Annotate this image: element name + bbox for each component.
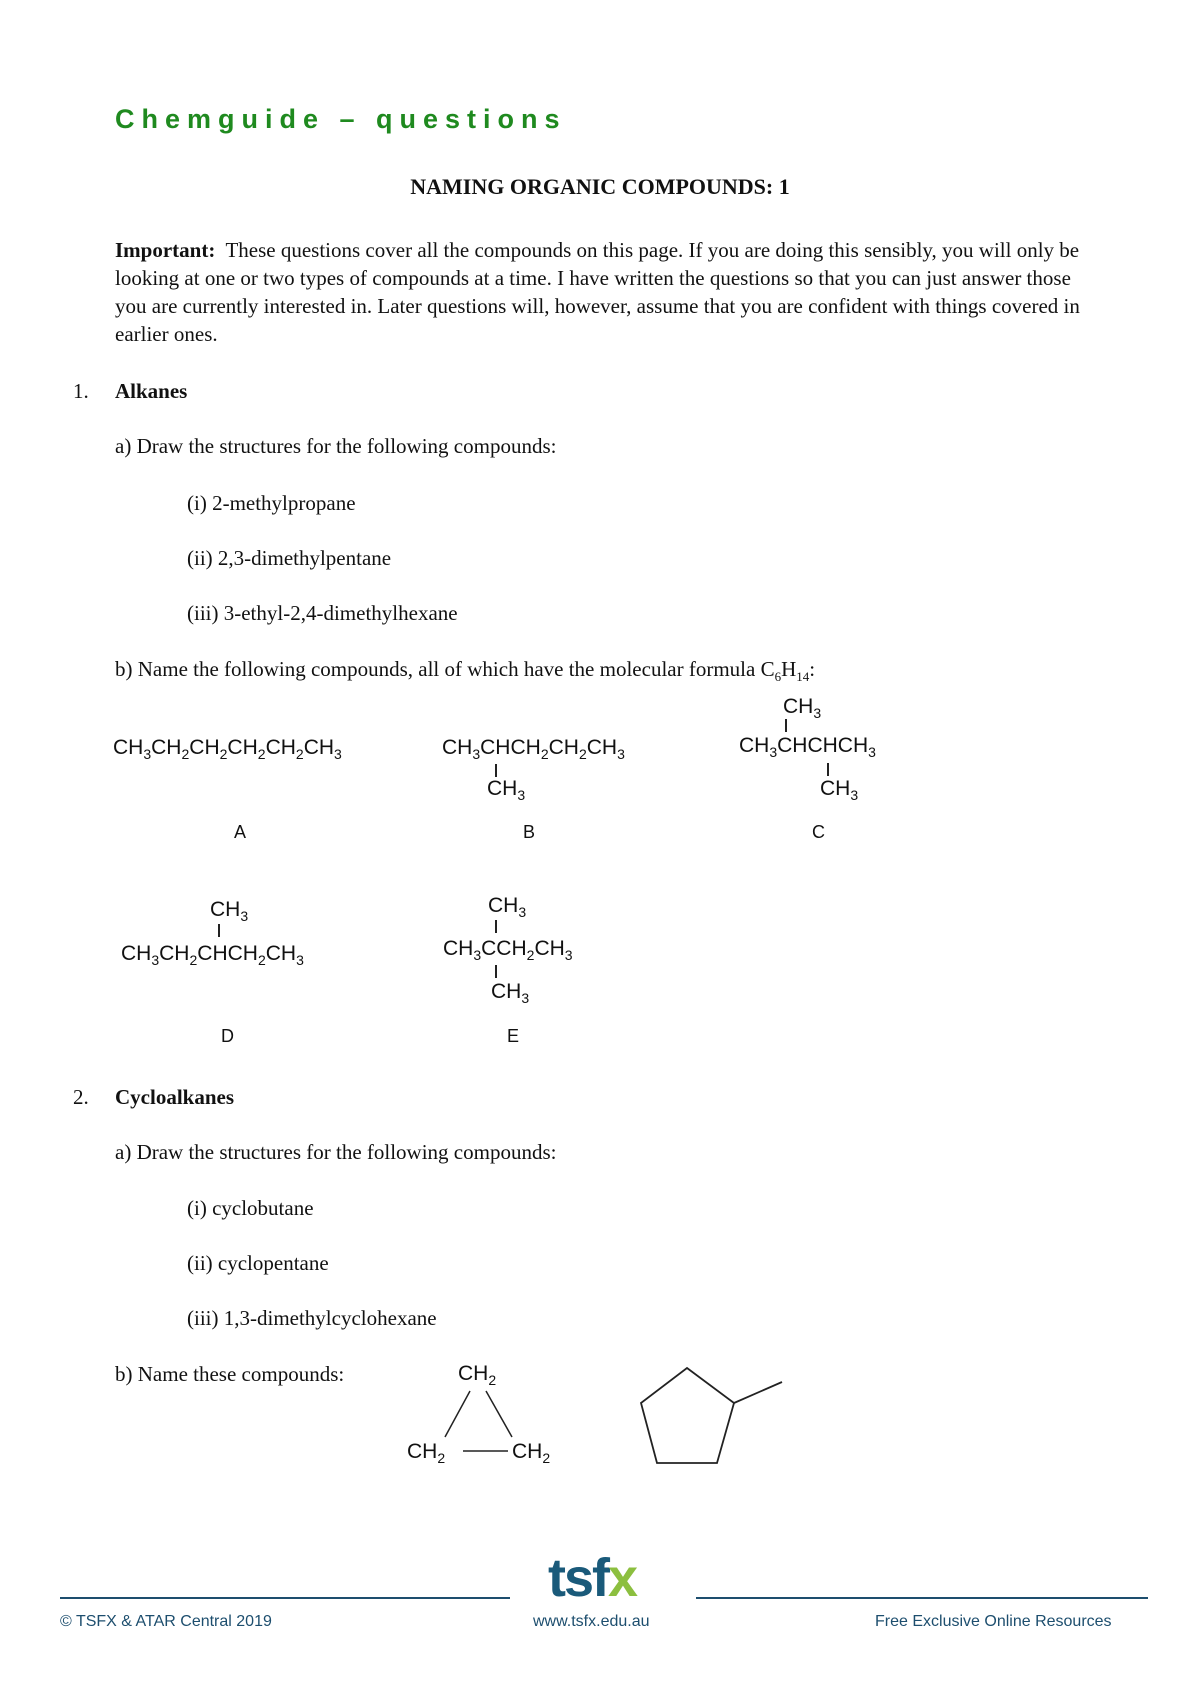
part-b-sub1: 6 (774, 669, 782, 685)
section1-item-3: (iii) 3-ethyl-2,4-dimethylhexane (187, 601, 458, 625)
structure-e-top-bond (495, 920, 497, 933)
section2-item-1: (i) cyclobutane (187, 1196, 314, 1220)
section1-part-b (115, 657, 815, 685)
section2-number: 2. (73, 1085, 89, 1109)
cyclopropane-bonds (420, 1385, 540, 1455)
structure-c-bottom-bond (827, 763, 829, 776)
structure-d-formula: $CH_3CH_2CHCH_2CH_3$ (121, 942, 304, 968)
section2-item-2: (ii) cyclopentane (187, 1251, 329, 1275)
structure-b-bond (495, 764, 497, 777)
brand-heading: Chemguide – questions (115, 104, 567, 134)
part-b-sub2: 14 (796, 669, 810, 685)
footer-rule-right (696, 1597, 1148, 1599)
structure-e-formula: $CH_3CCH_2CH_3$ (443, 937, 573, 963)
section1-item-1: (i) 2-methylpropane (187, 491, 356, 515)
structure-c-top-bond (785, 719, 787, 732)
intro-text: These questions cover all the compounds on this page. If you are doing this sensibly, you will only be looking at one or two types of compounds at a time. I have written the questions so that you can just answer those you are currently interested in. Later questions will, however, assume that you are confident with things covered in earlier ones. (115, 238, 1080, 346)
footer-url[interactable]: www.tsfx.edu.au (533, 1613, 650, 1630)
cyclopropane-right-ch2: $CH_2$ (512, 1440, 551, 1466)
structure-e-bottom-bond (495, 965, 497, 978)
structure-a-formula: $CH_3CH_2CH_2CH_2CH_2CH_3$ (113, 736, 342, 762)
structure-c-bottom-branch: $CH_3$ (820, 777, 859, 803)
structure-d-bond (218, 924, 220, 937)
structure-label-d: D (221, 1026, 234, 1046)
section2-item-3: (iii) 1,3-dimethylcyclohexane (187, 1306, 437, 1330)
part-b-suffix: : (809, 657, 816, 681)
structure-e-top-branch: $CH_3$ (488, 894, 527, 920)
section2-heading: Cycloalkanes (115, 1085, 235, 1109)
footer-copyright: © TSFX & ATAR Central 2019 (60, 1613, 272, 1630)
structure-label-c: C (812, 822, 825, 842)
logo-main: tsf (548, 1548, 608, 1608)
section2-part-a: a) Draw the structures for the following compounds: (115, 1140, 557, 1164)
structure-e-bottom-branch: $CH_3$ (491, 980, 530, 1006)
section1-part-a: a) Draw the structures for the following compounds: (115, 434, 557, 458)
section2-part-b: b) Name these compounds: (115, 1362, 345, 1386)
structure-d-branch: $CH_3$ (210, 898, 249, 924)
structure-c-top-branch: $CH_3$ (783, 695, 822, 721)
section1-heading: Alkanes (115, 379, 188, 403)
methylcyclopentane-skeletal (635, 1365, 795, 1470)
part-b-prefix: b) Name the following compounds, all of which have the molecular formula C (115, 657, 775, 681)
structure-b-branch: $CH_3$ (487, 777, 526, 803)
structure-label-b: B (523, 822, 536, 842)
intro-label: Important: (115, 238, 216, 262)
footer-rule-left (60, 1597, 510, 1599)
logo-x: x (608, 1548, 637, 1608)
section1-item-2: (ii) 2,3-dimethylpentane (187, 546, 392, 570)
cyclopropane-top-ch2: $CH_2$ (458, 1362, 497, 1388)
structure-label-a: A (234, 822, 247, 842)
page-title: NAMING ORGANIC COMPOUNDS: 1 (410, 174, 790, 199)
structure-c-formula: $CH_3CHCHCH_3$ (739, 734, 876, 760)
section1-number: 1. (73, 379, 89, 403)
cyclopropane-left-ch2: $CH_2$ (407, 1440, 446, 1466)
intro-paragraph (115, 236, 1095, 348)
part-b-mid: H (781, 657, 797, 681)
structure-b-formula: $CH_3CHCH_2CH_2CH_3$ (442, 736, 625, 762)
footer-tagline: Free Exclusive Online Resources (875, 1613, 1112, 1630)
structure-label-e: E (507, 1026, 520, 1046)
tsfx-logo (548, 1547, 636, 1609)
